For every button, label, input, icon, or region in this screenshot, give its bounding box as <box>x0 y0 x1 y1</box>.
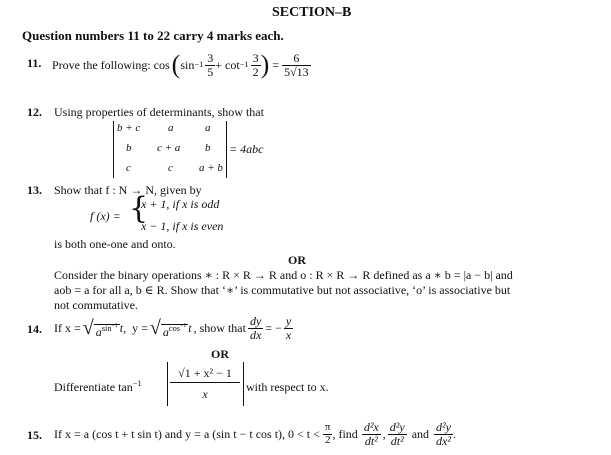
det-cell-r2c2: c + a <box>157 142 181 154</box>
q14-diff-text <box>54 380 142 395</box>
q14-x: x <box>285 327 292 342</box>
q13-number: 13. <box>27 183 42 197</box>
q15-pi-num: π <box>324 420 331 433</box>
q11-paren-open: ( <box>171 50 181 79</box>
q15-find: , find <box>332 426 358 441</box>
q11-equals: = <box>272 57 280 72</box>
q14-mid: , y = <box>123 320 148 335</box>
q14-dy: dy <box>249 313 262 328</box>
det-cell-r3c2: c <box>168 162 173 174</box>
q14-number: 14. <box>27 322 42 336</box>
q14-sqrt1 <box>83 317 120 340</box>
q14-sqrt2-body <box>161 324 188 340</box>
det-cell-r2c3: b <box>205 142 211 154</box>
q15-and: and <box>411 426 430 441</box>
q14-diff-sup: −1 <box>132 379 142 388</box>
q11-frac2-num: 3 <box>252 50 259 65</box>
det-right-bar <box>226 121 227 178</box>
marks-instruction: Question numbers 11 to 22 carry 4 marks each. <box>22 28 284 43</box>
q12-text: Using properties of determinants, show that <box>54 105 264 119</box>
q15-d2ydx2 <box>434 421 453 447</box>
q14-exp2: cos <box>168 323 181 333</box>
q13-text: Show that f : N → N, given by <box>54 183 202 197</box>
q11-rhs-num: 6 <box>282 52 311 66</box>
q11-frac2-den: 2 <box>252 64 259 79</box>
q14-sqrt1-sign: √ <box>82 316 94 339</box>
q12-number: 12. <box>27 105 42 119</box>
q13-alt-line2: aob = a for all a, b ∈ R. Show that ‘∗’ is commutative but not associative, ‘o’ is associative but <box>54 283 511 297</box>
q15-dt2a: dt² <box>364 433 378 448</box>
q14-yx <box>284 315 293 341</box>
q15-number: 15. <box>27 428 42 442</box>
q14-sqrt2 <box>150 317 188 340</box>
q13-alt-line1: Consider the binary operations ∗ : R × R → R and o : R × R → R defined as a ∗ b = |a − b| and <box>54 268 513 282</box>
q15-dt2b: dt² <box>390 433 404 448</box>
q15-d2ydt2 <box>388 421 407 447</box>
det-cell-r1c2: a <box>168 122 174 134</box>
q14-bracket-inner <box>170 366 240 402</box>
q15-d2xdt2 <box>362 421 381 447</box>
q11-frac1-num: 3 <box>207 50 214 65</box>
q14-diff-num: √1 + x² − 1 <box>170 366 240 383</box>
q14-dx: dx <box>249 327 262 342</box>
det-left-bar <box>113 121 114 178</box>
section-title: SECTION–B <box>272 5 352 20</box>
q11-paren-close: ) <box>260 50 270 79</box>
q14-y: y <box>285 313 292 328</box>
q11-sin: sin <box>180 57 195 72</box>
det-cell-r1c1: b + c <box>117 122 141 134</box>
q14-exp2-sup: −1 <box>180 322 187 329</box>
det-cell-r3c1: c <box>126 162 131 174</box>
q11-rhs <box>282 52 311 78</box>
det-cell-r3c3: a + b <box>199 162 223 174</box>
q13-brace: { <box>129 191 149 226</box>
q15-dx2: dx² <box>436 433 451 448</box>
q14-wrt: with respect to x. <box>246 380 329 394</box>
q15-text: If x = a (cos t + t sin t) and y = a (sin t − t cos t), 0 < t < <box>54 426 320 441</box>
q15-end: . <box>452 426 456 441</box>
q11-frac1 <box>205 52 215 78</box>
q11-frac1-den: 5 <box>207 64 214 79</box>
q13-or: OR <box>288 253 306 267</box>
det-rhs: = 4abc <box>229 142 264 156</box>
det-cell-r2c1: b <box>126 142 132 154</box>
q15-d2y: d²y <box>389 419 405 434</box>
q13-case1: x + 1, if x is odd <box>141 197 220 211</box>
q14-if: If x = <box>54 320 81 335</box>
q11-statement: Prove the following: cos ( sin −1 $\frac{3}{5}$ + cot −1 $\frac{3}{2}$ ) = $\frac{6}{5√13}$ <box>52 50 309 79</box>
q15-pi-frac <box>323 422 333 446</box>
q14-t1: t <box>119 320 124 335</box>
q14-bracket-box <box>167 362 244 406</box>
q15-comma: , <box>382 426 386 441</box>
q14-t2: t <box>188 320 192 335</box>
q14-exp1-sup: −1 <box>111 322 118 329</box>
q11-plus-cot: + cot <box>215 57 240 72</box>
det-matrix <box>117 122 223 178</box>
q15-d2y2: d²y <box>436 419 451 434</box>
q15-d2x: d²x <box>363 419 379 434</box>
q14-sqrt1-body <box>94 324 120 340</box>
q13-fx: f (x) = <box>90 209 121 223</box>
q11-rhs-den: 5√13 <box>284 64 309 79</box>
q13-alt-line3: not commutative. <box>54 298 138 312</box>
det-cell-r1c3: a <box>205 122 211 134</box>
q15-statement <box>54 414 456 454</box>
q14-diff-label: Differentiate tan <box>54 380 133 394</box>
q14-exp1: sin <box>101 323 112 333</box>
q15-pi-den: 2 <box>324 433 331 446</box>
q14-eq: = − <box>265 320 282 335</box>
q14-diff-den: x <box>202 387 208 401</box>
q14-a2: a <box>162 324 169 339</box>
q13-conclusion: is both one-one and onto. <box>54 237 176 251</box>
q14-or: OR <box>211 347 229 361</box>
q14-show: , show that <box>193 320 246 335</box>
q14-dydx <box>248 315 263 341</box>
q14-statement <box>54 312 293 344</box>
q11-text: Prove the following: cos <box>52 57 170 72</box>
q11-frac2 <box>251 52 261 78</box>
q13-case2: x − 1, if x is even <box>141 219 224 233</box>
q14-sqrt2-sign: √ <box>149 316 161 339</box>
q14-a1: a <box>95 324 102 339</box>
q11-number: 11. <box>27 56 42 70</box>
